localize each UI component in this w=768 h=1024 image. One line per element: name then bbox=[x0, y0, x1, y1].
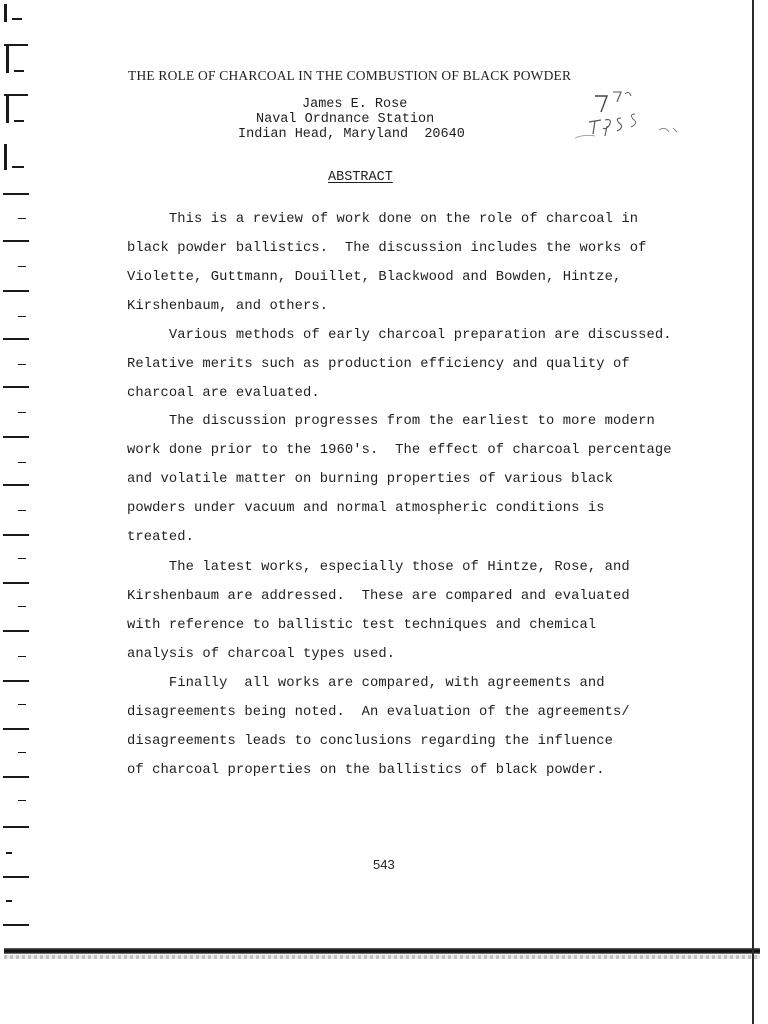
margin-mark bbox=[18, 462, 26, 463]
margin-mark bbox=[3, 826, 29, 828]
margin-mark bbox=[18, 364, 26, 365]
margin-mark bbox=[3, 240, 29, 242]
margin-mark bbox=[18, 412, 26, 413]
margin-mark bbox=[4, 4, 7, 22]
margin-mark bbox=[3, 436, 29, 438]
margin-mark bbox=[3, 680, 29, 682]
abstract-line: of charcoal properties on the ballistics of black powder. bbox=[127, 763, 605, 778]
document-title: THE ROLE OF CHARCOAL IN THE COMBUSTION OF BLACK POWDER bbox=[128, 68, 572, 83]
left-margin-marks bbox=[0, 0, 40, 940]
margin-mark bbox=[18, 704, 26, 705]
margin-mark bbox=[3, 582, 29, 584]
abstract-line: This is a review of work done on the role of charcoal in bbox=[127, 212, 639, 227]
margin-mark bbox=[3, 776, 29, 778]
margin-mark bbox=[3, 534, 29, 536]
abstract-line: Various methods of early charcoal preparation are discussed. bbox=[127, 328, 672, 343]
author-affiliation: Naval Ordnance Station bbox=[256, 112, 435, 127]
margin-mark bbox=[6, 95, 9, 123]
margin-mark bbox=[14, 70, 24, 72]
abstract-line: Violette, Guttmann, Douillet, Blackwood and Bowden, Hintze, bbox=[127, 270, 622, 285]
margin-mark bbox=[18, 800, 26, 801]
margin-mark bbox=[3, 338, 29, 340]
abstract-line: black powder ballistics. The discussion includes the works of bbox=[127, 241, 647, 256]
margin-mark bbox=[18, 266, 26, 267]
abstract-line: Kirshenbaum, and others. bbox=[127, 299, 329, 314]
margin-mark bbox=[12, 18, 22, 20]
handwritten-annotation bbox=[555, 86, 705, 156]
bottom-rule-shadow bbox=[4, 955, 760, 959]
abstract-line: and volatile matter on burning properties of various black bbox=[127, 472, 614, 487]
margin-mark bbox=[12, 166, 24, 168]
margin-mark bbox=[3, 484, 29, 486]
page-right-edge bbox=[752, 0, 754, 1024]
margin-mark bbox=[3, 386, 29, 388]
abstract-line: Relative merits such as production efficiency and quality of bbox=[127, 357, 630, 372]
margin-mark bbox=[6, 45, 9, 73]
margin-mark bbox=[14, 120, 24, 122]
abstract-line: charcoal are evaluated. bbox=[127, 386, 320, 401]
abstract-line: Finally all works are compared, with agreements and bbox=[127, 676, 605, 691]
margin-mark bbox=[6, 852, 12, 854]
margin-mark bbox=[18, 510, 26, 511]
abstract-line: disagreements leads to conclusions regarding the influence bbox=[127, 734, 614, 749]
margin-mark bbox=[3, 728, 29, 730]
margin-mark bbox=[18, 316, 26, 317]
margin-mark bbox=[4, 144, 7, 170]
abstract-line: The latest works, especially those of Hintze, Rose, and bbox=[127, 560, 630, 575]
margin-mark bbox=[3, 290, 29, 292]
margin-mark bbox=[6, 900, 12, 902]
margin-mark bbox=[3, 193, 29, 195]
section-heading-abstract: ABSTRACT bbox=[328, 170, 393, 185]
margin-mark bbox=[18, 752, 26, 753]
bottom-rule bbox=[4, 948, 760, 954]
abstract-line: disagreements being noted. An evaluation of the agreements/ bbox=[127, 705, 630, 720]
margin-mark bbox=[18, 656, 26, 657]
margin-mark bbox=[18, 606, 26, 607]
author-location: Indian Head, Maryland 20640 bbox=[238, 127, 465, 142]
author-name: James E. Rose bbox=[302, 97, 408, 112]
margin-mark bbox=[18, 218, 26, 219]
abstract-line: analysis of charcoal types used. bbox=[127, 647, 396, 662]
page-number: 543 bbox=[373, 857, 395, 872]
abstract-line: with reference to ballistic test techniques and chemical bbox=[127, 618, 597, 633]
margin-mark bbox=[3, 630, 29, 632]
abstract-line: Kirshenbaum are addressed. These are compared and evaluated bbox=[127, 589, 630, 604]
margin-mark bbox=[3, 924, 29, 926]
margin-mark bbox=[18, 558, 26, 559]
abstract-line: work done prior to the 1960's. The effect of charcoal percentage bbox=[127, 443, 672, 458]
abstract-line: powders under vacuum and normal atmospheric conditions is bbox=[127, 501, 605, 516]
abstract-line: treated. bbox=[127, 530, 195, 545]
abstract-line: The discussion progresses from the earliest to more modern bbox=[127, 414, 655, 429]
margin-mark bbox=[3, 876, 29, 878]
